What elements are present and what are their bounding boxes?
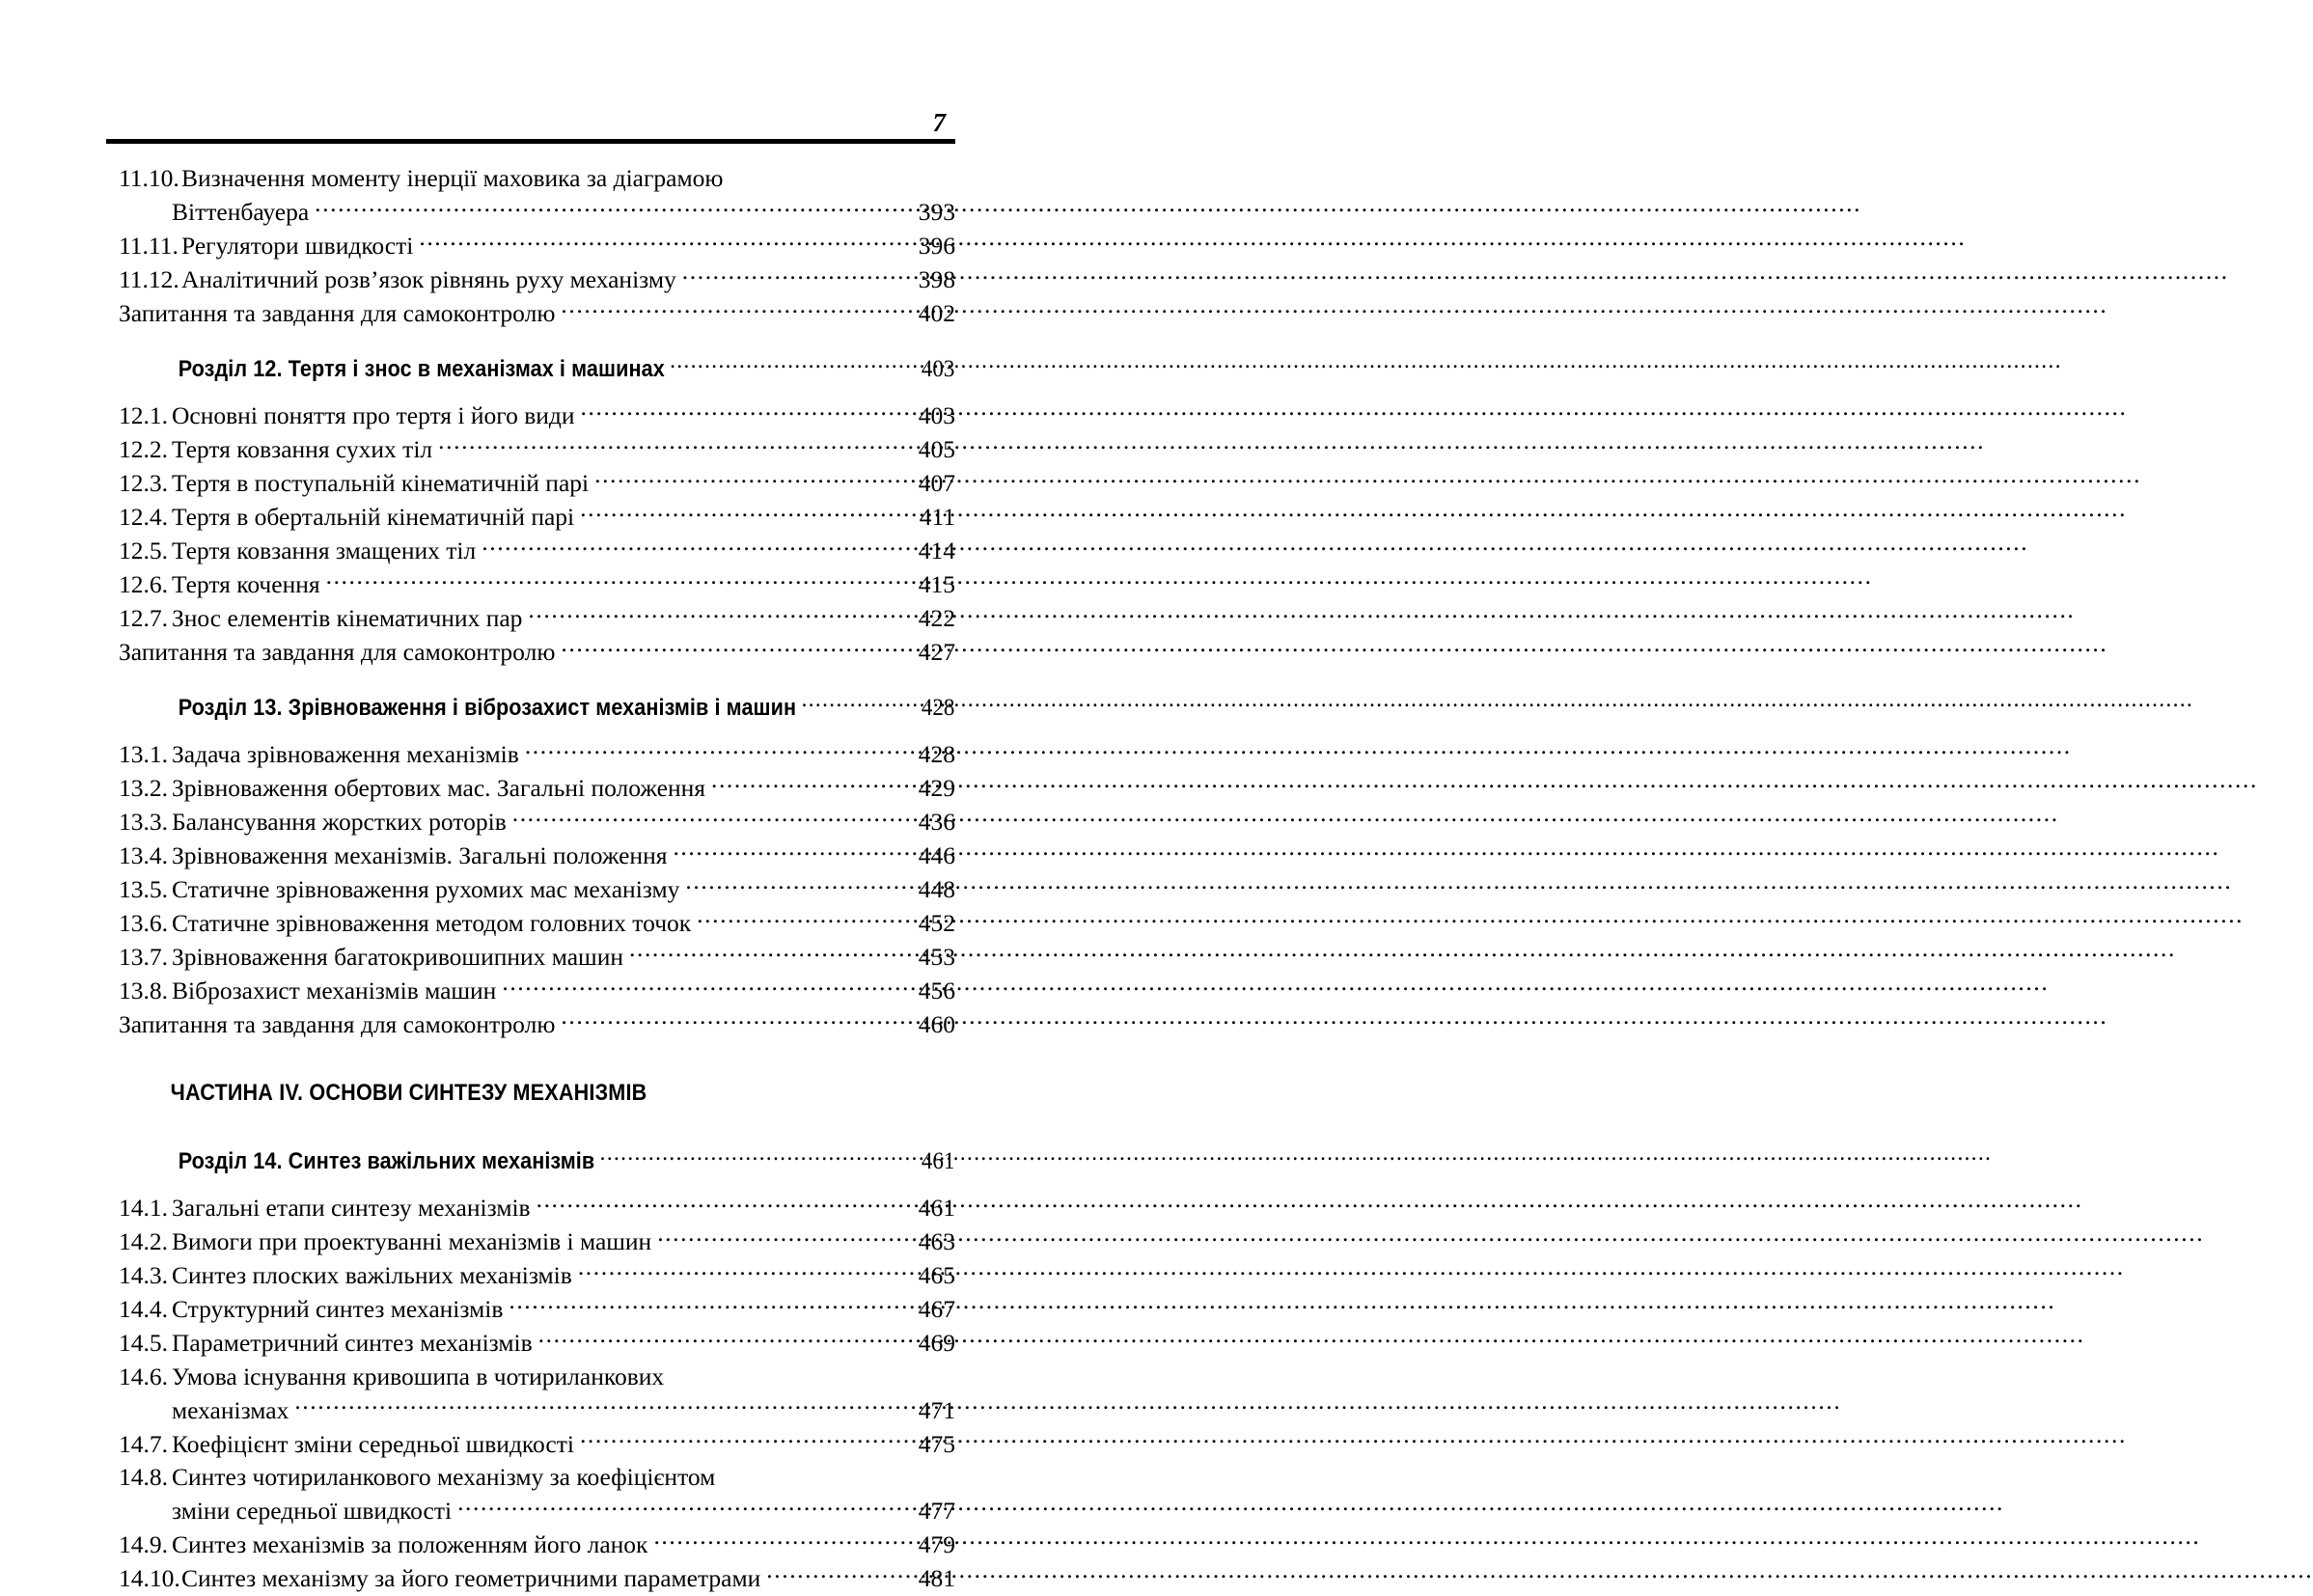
leader-dots bbox=[711, 772, 892, 797]
leader-dots bbox=[315, 196, 892, 221]
toc-entry-number: 14.1. bbox=[119, 1194, 168, 1222]
toc-entry-title: Синтез чотириланкового механізму за коефіцієнтом bbox=[172, 1463, 716, 1491]
toc-selfcheck-entry[interactable] bbox=[106, 1008, 955, 1042]
spacer bbox=[106, 1042, 955, 1077]
leader-dots bbox=[802, 692, 893, 715]
leader-dots bbox=[670, 353, 892, 376]
toc-entry-title: Тертя ковзання сухих тіл bbox=[172, 435, 433, 463]
toc-entry[interactable] bbox=[106, 1327, 955, 1361]
toc-entry-title: Основні поняття про тертя і його види bbox=[172, 401, 575, 429]
toc-chapter-entry[interactable] bbox=[106, 1144, 954, 1178]
toc-entry-page-number: 427 bbox=[918, 638, 955, 666]
toc-entry-number: 14.10. bbox=[119, 1564, 180, 1592]
toc-entry-number: 12.1. bbox=[119, 401, 168, 429]
toc-entry-title: механізмах bbox=[172, 1395, 289, 1424]
toc-entry-number: 12.3. bbox=[119, 469, 168, 497]
page-number: 7 bbox=[932, 108, 946, 137]
leader-dots bbox=[653, 1528, 892, 1554]
toc-entry-page-number: 471 bbox=[918, 1395, 955, 1424]
toc-entry-page-number: 428 bbox=[921, 692, 955, 721]
toc-entry-page-number: 429 bbox=[918, 774, 955, 802]
toc-entry-page-number: 453 bbox=[918, 943, 955, 971]
leader-dots bbox=[528, 602, 892, 627]
toc-entry-page-number: 411 bbox=[919, 503, 955, 531]
toc-entry-title: Тертя в поступальній кінематичній парі bbox=[172, 469, 590, 497]
table-of-contents-list bbox=[106, 162, 955, 1596]
part-heading: ЧАСТИНА IV. ОСНОВИ СИНТЕЗУ МЕХАНІЗМІВ bbox=[170, 1079, 647, 1106]
toc-entry-title: Визначення моменту інерції маховика за діаграмою bbox=[181, 164, 724, 192]
toc-entry-title: Зрівноваження обертових мас. Загальні положення bbox=[172, 774, 705, 802]
toc-entry[interactable] bbox=[106, 1562, 955, 1596]
toc-entry-title: Тертя кочення bbox=[172, 570, 320, 598]
toc-selfcheck-entry[interactable] bbox=[106, 297, 955, 331]
toc-entry-title: Віброзахист механізмів машин bbox=[172, 977, 497, 1004]
toc-entry-page-number: 436 bbox=[918, 808, 955, 836]
toc-entry-number: 11.10. bbox=[119, 164, 179, 192]
toc-entry-title: Умова існування кривошипа в чотириланкових bbox=[172, 1362, 665, 1390]
leader-dots bbox=[438, 433, 892, 458]
toc-entry-page-number: 467 bbox=[918, 1295, 955, 1323]
leader-dots bbox=[525, 738, 892, 763]
toc-entry-title: Загальні етапи синтезу механізмів bbox=[172, 1194, 531, 1222]
toc-entry-page-number: 428 bbox=[918, 740, 955, 768]
toc-entry-page-number: 407 bbox=[918, 469, 955, 497]
toc-entry-page-number: 398 bbox=[918, 265, 955, 293]
toc-entry-title: Аналітичний розв’язок рівнянь руху механізму bbox=[181, 265, 676, 293]
toc-entry-title: Зрівноваження механізмів. Загальні положення bbox=[172, 841, 668, 869]
toc-entry-page-number: 479 bbox=[918, 1530, 955, 1558]
toc-entry-page-number: 477 bbox=[918, 1497, 955, 1525]
toc-entry-page-number: 446 bbox=[918, 841, 955, 869]
header-rule-divider bbox=[106, 139, 955, 144]
toc-entry-page-number: 414 bbox=[918, 537, 955, 564]
toc-entry-title: Структурний синтез механізмів bbox=[172, 1295, 504, 1323]
leader-dots bbox=[561, 1008, 892, 1033]
toc-entry-page-number: 452 bbox=[918, 909, 955, 937]
leader-dots bbox=[657, 1225, 892, 1251]
toc-entry-page-number: 461 bbox=[918, 1194, 955, 1222]
toc-entry-title: Знос елементів кінематичних пар bbox=[172, 604, 523, 632]
toc-page bbox=[0, 0, 1102, 1592]
leader-dots bbox=[682, 263, 892, 289]
leader-dots bbox=[578, 1259, 892, 1284]
toc-entry-title: Віттенбауера bbox=[172, 198, 310, 226]
toc-entry-title: Розділ 12. Тертя і знос в механізмах і машинах bbox=[178, 355, 665, 382]
toc-entry-number: 14.2. bbox=[119, 1227, 168, 1255]
toc-entry-page-number: 403 bbox=[921, 353, 955, 382]
toc-entry-number: 13.5. bbox=[119, 875, 168, 903]
toc-entry-number: 14.6. bbox=[119, 1362, 168, 1390]
toc-entry[interactable] bbox=[106, 1427, 955, 1461]
leader-dots bbox=[419, 230, 892, 255]
leader-dots bbox=[509, 1293, 892, 1318]
leader-dots bbox=[629, 941, 892, 966]
toc-entry-title: Синтез механізмів за положенням його ланок bbox=[172, 1530, 648, 1558]
toc-entry-number: 13.6. bbox=[119, 909, 168, 937]
toc-entry-title: Регулятори швидкості bbox=[181, 232, 414, 260]
leader-dots bbox=[537, 1192, 892, 1217]
toc-entry-title: Синтез плоских важільних механізмів bbox=[172, 1261, 572, 1289]
toc-entry-page-number: 405 bbox=[918, 435, 955, 463]
toc-entry-title: Вимоги при проектуванні механізмів і машин bbox=[172, 1227, 652, 1255]
toc-entry-title: Розділ 14. Синтез важільних механізмів bbox=[178, 1147, 595, 1174]
toc-entry-page-number: 463 bbox=[918, 1227, 955, 1255]
toc-entry-page-number: 469 bbox=[918, 1329, 955, 1357]
toc-entry-number: 13.2. bbox=[119, 774, 168, 802]
toc-chapter-entry[interactable] bbox=[106, 691, 954, 725]
toc-entry-number: 12.6. bbox=[119, 570, 168, 598]
toc-entry-number: 14.9. bbox=[119, 1530, 168, 1558]
toc-entry-title: Статичне зрівноваження методом головних точок bbox=[172, 909, 692, 937]
leader-dots bbox=[685, 873, 892, 898]
leader-dots bbox=[581, 399, 892, 425]
toc-entry-title: зміни середньої швидкості bbox=[172, 1497, 453, 1525]
toc-chapter-entry[interactable] bbox=[106, 352, 954, 386]
toc-entry-title: Коефіцієнт зміни середньої швидкості bbox=[172, 1429, 574, 1458]
leader-dots bbox=[580, 501, 892, 526]
toc-entry-title: Задача зрівноваження механізмів bbox=[172, 740, 519, 768]
leader-dots bbox=[457, 1495, 892, 1520]
toc-entry-page-number: 461 bbox=[921, 1145, 955, 1174]
toc-entry-page-number: 393 bbox=[918, 198, 955, 226]
leader-dots bbox=[600, 1145, 893, 1169]
toc-entry-title: Запитання та завдання для самоконтролю bbox=[119, 1010, 556, 1038]
leader-dots bbox=[482, 535, 892, 560]
leader-dots bbox=[326, 568, 892, 593]
leader-dots bbox=[594, 467, 892, 492]
toc-entry-title: Зрівноваження багатокривошипних машин bbox=[172, 943, 623, 971]
toc-entry-number: 12.2. bbox=[119, 435, 168, 463]
page-header bbox=[106, 108, 955, 144]
leader-dots bbox=[561, 636, 892, 661]
leader-dots bbox=[561, 297, 892, 322]
leader-dots bbox=[580, 1427, 892, 1452]
toc-entry-page-number: 396 bbox=[918, 232, 955, 260]
toc-entry-page-number: 415 bbox=[918, 570, 955, 598]
toc-entry-number: 13.3. bbox=[119, 808, 168, 836]
leader-dots bbox=[294, 1393, 892, 1418]
leader-dots bbox=[538, 1327, 892, 1352]
toc-entry-number: 14.5. bbox=[119, 1329, 168, 1357]
toc-selfcheck-entry[interactable] bbox=[106, 636, 955, 670]
leader-dots bbox=[697, 907, 892, 932]
toc-entry-title: Запитання та завдання для самоконтролю bbox=[119, 299, 556, 327]
toc-entry-number: 11.11. bbox=[119, 232, 179, 260]
toc-entry-page-number: 456 bbox=[918, 977, 955, 1004]
toc-entry-number: 13.4. bbox=[119, 841, 168, 869]
toc-entry-page-number: 460 bbox=[918, 1010, 955, 1038]
toc-entry-page-number: 403 bbox=[918, 401, 955, 429]
toc-entry-number: 14.8. bbox=[119, 1463, 168, 1491]
toc-entry-number: 12.4. bbox=[119, 503, 168, 531]
toc-entry-number: 13.8. bbox=[119, 977, 168, 1004]
toc-entry-title: Запитання та завдання для самоконтролю bbox=[119, 638, 556, 666]
toc-entry-title: Розділ 13. Зрівноваження і віброзахист механізмів і машин bbox=[178, 694, 797, 721]
toc-entry-title: Синтез механізму за його геометричними параметрами bbox=[181, 1564, 761, 1592]
toc-entry-number: 14.3. bbox=[119, 1261, 168, 1289]
toc-entry-page-number: 475 bbox=[918, 1429, 955, 1458]
leader-dots bbox=[502, 975, 892, 1000]
toc-entry-number: 12.7. bbox=[119, 604, 168, 632]
toc-entry-page-number: 481 bbox=[918, 1564, 955, 1592]
leader-dots bbox=[766, 1562, 892, 1587]
toc-entry-page-number: 448 bbox=[918, 875, 955, 903]
leader-dots bbox=[512, 806, 892, 831]
toc-entry-number: 14.7. bbox=[119, 1429, 168, 1458]
toc-entry-number: 13.1. bbox=[119, 740, 168, 768]
toc-entry-title: Балансування жорстких роторів bbox=[172, 808, 507, 836]
toc-entry-number: 13.7. bbox=[119, 943, 168, 971]
leader-dots bbox=[673, 839, 892, 865]
toc-entry-page-number: 465 bbox=[918, 1261, 955, 1289]
toc-entry-title: Параметричний синтез механізмів bbox=[172, 1329, 533, 1357]
toc-entry-page-number: 402 bbox=[918, 299, 955, 327]
toc-entry-number: 14.4. bbox=[119, 1295, 168, 1323]
spacer bbox=[106, 1110, 955, 1123]
toc-entry-title: Статичне зрівноваження рухомих мас механізму bbox=[172, 875, 680, 903]
toc-entry-number: 11.12. bbox=[119, 265, 179, 293]
toc-entry-title: Тертя в обертальній кінематичній парі bbox=[172, 503, 575, 531]
toc-entry-page-number: 422 bbox=[918, 604, 955, 632]
toc-entry-number: 12.5. bbox=[119, 537, 168, 564]
toc-entry-title: Тертя ковзання змащених тіл bbox=[172, 537, 477, 564]
